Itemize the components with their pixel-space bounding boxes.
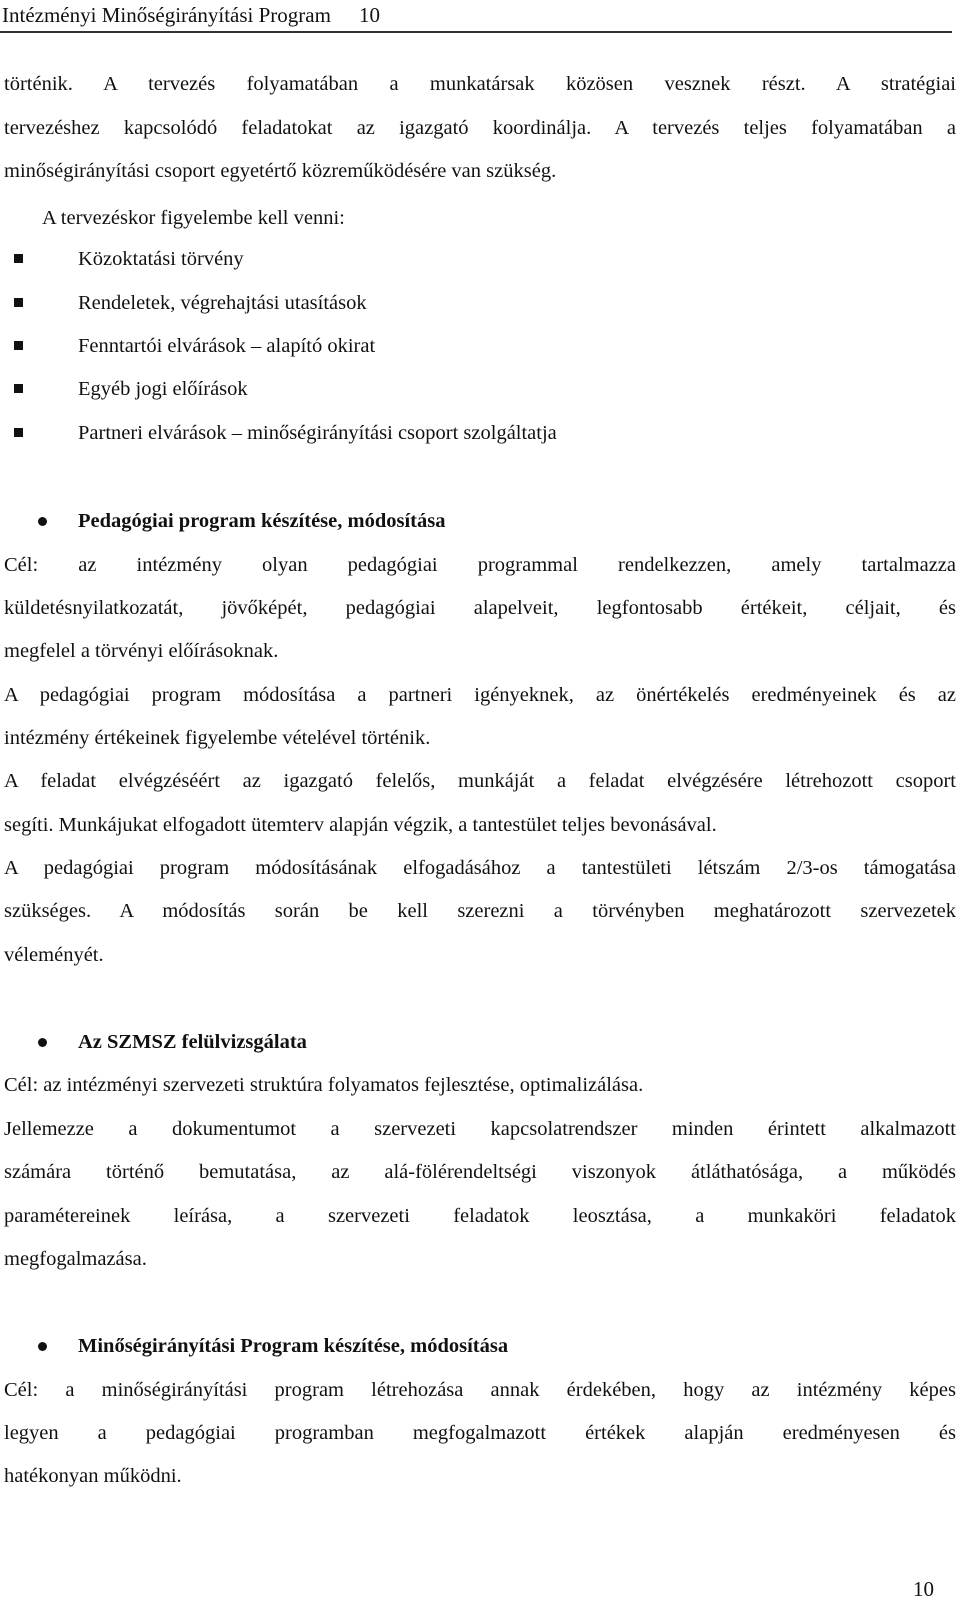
paragraph-line: megfelel a törvényi előírásoknak.: [4, 640, 279, 662]
list-item-label: Egyéb jogi előírások: [78, 378, 248, 400]
square-bullet-icon: [14, 428, 23, 437]
list-intro: A tervezéskor figyelembe kell venni:: [42, 207, 345, 229]
paragraph-line: hatékonyan működni.: [4, 1465, 182, 1487]
list-item-label: Fenntartói elvárások – alapító okirat: [78, 335, 376, 357]
paragraph-line: számára történő bemutatása, az alá-fölérendeltségi viszonyok átláthatósága, a működés: [4, 1161, 956, 1183]
section-heading-text: Pedagógiai program készítése, módosítása: [78, 510, 446, 532]
round-bullet-icon: [38, 1342, 47, 1351]
paragraph-line: segíti. Munkájukat elfogadott ütemterv alapján végzik, a tantestület teljes bevonásával.: [4, 814, 717, 836]
paragraph-line: A feladat elvégzéséért az igazgató felelős, munkáját a feladat elvégzésére létrehozott csoport: [4, 770, 956, 792]
intro-line-2: tervezéshez kapcsolódó feladatokat az igazgató koordinálja. A tervezés teljes folyamatában a: [4, 117, 956, 139]
footer-page-number: 10: [913, 1577, 934, 1601]
round-bullet-icon: [38, 1038, 47, 1047]
paragraph-line: Jellemezze a dokumentumot a szervezeti kapcsolatrendszer minden érintett alkalmazott: [4, 1118, 956, 1140]
paragraph-line: küldetésnyilatkozatát, jövőképét, pedagógiai alapelveit, legfontosabb értékeit, céljait, és: [4, 597, 956, 619]
paragraph-line: A pedagógiai program módosításának elfogadásához a tantestületi létszám 2/3-os támogatása: [4, 857, 956, 879]
paragraph-line: Cél: az intézmény olyan pedagógiai programmal rendelkezzen, amely tartalmazza: [4, 554, 956, 576]
paragraph-line: megfogalmazása.: [4, 1248, 147, 1270]
round-bullet-icon: [38, 517, 47, 526]
intro-line-3: minőségirányítási csoport egyetértő közreműködésére van szükség.: [4, 160, 557, 182]
square-bullet-icon: [14, 254, 23, 263]
square-bullet-icon: [14, 298, 23, 307]
paragraph-line: intézmény értékeinek figyelembe vételével történik.: [4, 727, 431, 749]
square-bullet-icon: [14, 341, 23, 350]
intro-line-1: történik. A tervezés folyamatában a munkatársak közösen vesznek részt. A stratégiai: [4, 73, 956, 95]
list-item-label: Közoktatási törvény: [78, 248, 244, 270]
paragraph-line: legyen a pedagógiai programban megfogalmazott értékek alapján eredményesen és: [4, 1422, 956, 1444]
paragraph-line: A pedagógiai program módosítása a partneri igényeknek, az önértékelés eredményeinek és az: [4, 684, 956, 706]
paragraph-line: Cél: a minőségirányítási program létrehozása annak érdekében, hogy az intézmény képes: [4, 1379, 956, 1401]
paragraph-line: szükséges. A módosítás során be kell szerezni a törvényben meghatározott szervezetek: [4, 900, 956, 922]
paragraph-line: paramétereinek leírása, a szervezeti feladatok leosztása, a munkaköri feladatok: [4, 1205, 956, 1227]
section-heading-text: Az SZMSZ felülvizsgálata: [78, 1031, 307, 1053]
paragraph-line: véleményét.: [4, 944, 104, 966]
list-item-label: Rendeletek, végrehajtási utasítások: [78, 292, 367, 314]
list-item-label: Partneri elvárások – minőségirányítási csoport szolgáltatja: [78, 422, 557, 444]
document-title: Intézményi Minőségirányítási Program: [2, 3, 331, 27]
square-bullet-icon: [14, 384, 23, 393]
running-header: [0, 0, 952, 33]
section-heading-text: Minőségirányítási Program készítése, módosítása: [78, 1335, 509, 1357]
paragraph-line: Cél: az intézményi szervezeti struktúra folyamatos fejlesztése, optimalizálása.: [4, 1074, 644, 1096]
header-page-number: 10: [358, 3, 380, 27]
